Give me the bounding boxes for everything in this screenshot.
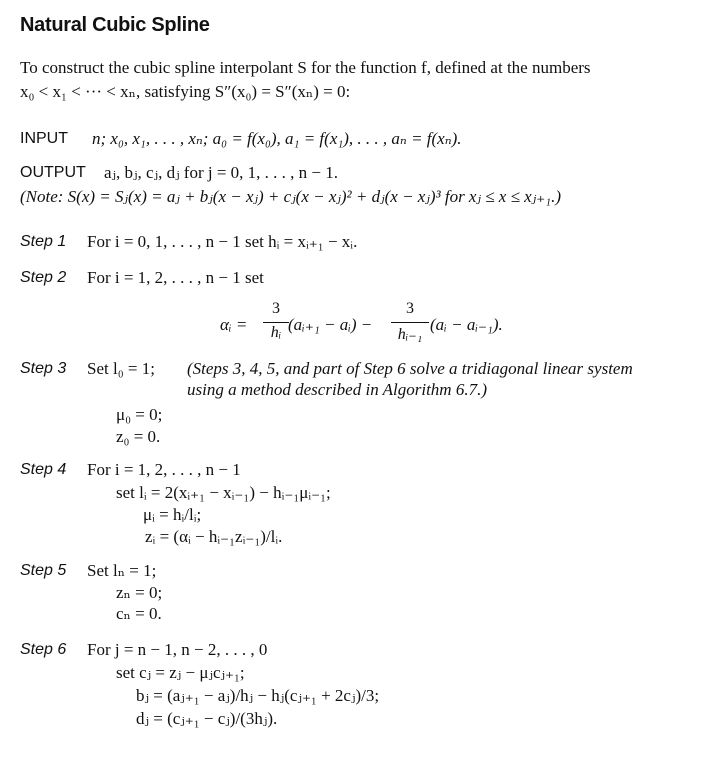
step-5-line-2: cₙ = 0. [116, 604, 162, 623]
step-6-line-1: set cⱼ = zⱼ − μⱼcⱼ₊₁; [116, 663, 245, 682]
page-title: Natural Cubic Spline [20, 14, 210, 36]
frac2-numerator: 3 [406, 300, 414, 317]
step-3-text: Set l₀ = 1; [87, 359, 155, 378]
alpha-lhs: αᵢ = [220, 315, 248, 334]
step-6-label: Step 6 [20, 641, 67, 658]
step-4-line-2: μᵢ = hᵢ/lᵢ; [143, 505, 202, 524]
frac2-denominator: hᵢ₋₁ [397, 326, 423, 343]
step-4-label: Step 4 [20, 461, 67, 478]
step-6-text: For j = n − 1, n − 2, . . . , 0 [87, 640, 268, 659]
step-3-comment-1: (Steps 3, 4, 5, and part of Step 6 solve a tridiagonal linear system [187, 359, 633, 378]
frac2-bar [391, 322, 429, 323]
step-2-label: Step 2 [20, 269, 67, 286]
input-text: n; x₀, x₁, . . . , xₙ; a₀ = f(x₀), a₁ = f(x₁), . . . , aₙ = f(xₙ). [92, 129, 462, 148]
output-label: OUTPUT [20, 164, 86, 181]
step-5-label: Step 5 [20, 562, 67, 579]
step-2-text: For i = 1, 2, . . . , n − 1 set [87, 268, 264, 287]
step-1-label: Step 1 [20, 233, 67, 250]
step-3-line-1: μ₀ = 0; [116, 405, 163, 424]
step-6-line-3: dⱼ = (cⱼ₊₁ − cⱼ)/(3hⱼ). [136, 709, 278, 728]
step-6-line-2: bⱼ = (aⱼ₊₁ − aⱼ)/hⱼ − hⱼ(cⱼ₊₁ + 2cⱼ)/3; [136, 686, 380, 705]
step-5-text: Set lₙ = 1; [87, 561, 157, 580]
alpha-tail: (aᵢ − aᵢ₋₁). [430, 315, 503, 334]
step-4-line-1: set lᵢ = 2(xᵢ₊₁ − xᵢ₋₁) − hᵢ₋₁μᵢ₋₁; [116, 483, 331, 502]
output-note: (Note: S(x) = Sⱼ(x) = aⱼ + bⱼ(x − xⱼ) + cⱼ(x − xⱼ)² + dⱼ(x − xⱼ)³ for xⱼ ≤ x ≤ xⱼ₊₁.) [20, 187, 562, 206]
step-4-text: For i = 1, 2, . . . , n − 1 [87, 460, 241, 479]
alpha-mid: (aᵢ₊₁ − aᵢ) − [288, 315, 373, 334]
output-text: aⱼ, bⱼ, cⱼ, dⱼ for j = 0, 1, . . . , n − 1. [104, 163, 339, 182]
input-label: INPUT [20, 130, 68, 147]
step-5-line-1: zₙ = 0; [116, 583, 163, 602]
frac1-denominator: hᵢ [270, 324, 282, 341]
step-3-label: Step 3 [20, 360, 67, 377]
step-4-line-3: zᵢ = (αᵢ − hᵢ₋₁zᵢ₋₁)/lᵢ. [145, 527, 283, 546]
step-3-comment-2: using a method described in Algorithm 6.7.) [187, 380, 487, 399]
intro-line-1: To construct the cubic spline interpolant S for the function f, defined at the numbers [20, 58, 591, 77]
frac1-numerator: 3 [272, 300, 280, 317]
frac1-bar [263, 322, 289, 323]
step-3-line-2: z₀ = 0. [116, 427, 161, 446]
step-1-text: For i = 0, 1, . . . , n − 1 set hᵢ = xᵢ₊₁ − xᵢ. [87, 232, 358, 251]
intro-line-2: x₀ < x₁ < ··· < xₙ, satisfying S″(x₀) = S″(xₙ) = 0: [20, 82, 351, 101]
